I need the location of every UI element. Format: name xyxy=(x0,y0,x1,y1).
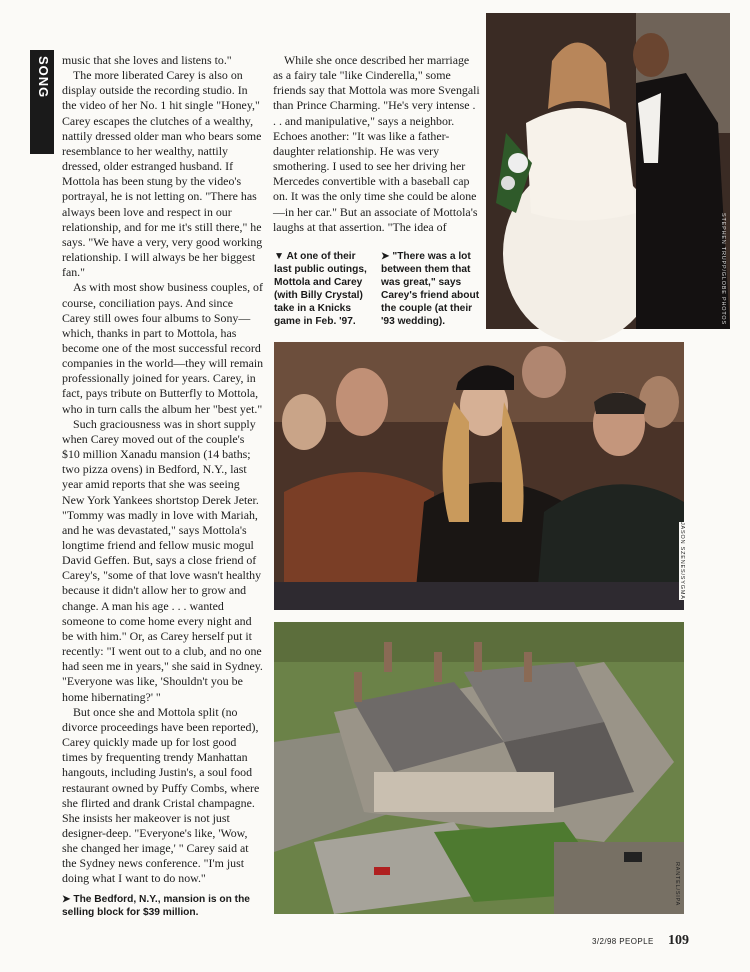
paragraph: As with most show business couples, of course, conciliation pays. And since Carey still owes four albums to Sony—which, thanks in part to Mottola, has become one of the most successful record companies in the world—they will remain professionally joined for years. Carey, in fact, pays tribute on Butterfly to Mottola, who in turn calls the album her "best yet." xyxy=(62,280,264,416)
wedding-photo xyxy=(486,13,730,329)
paragraph: The more liberated Carey is also on display outside the recording studio. In the video of her No. 1 hit single "Honey," Carey escapes the clutches of a wealthy, nattily dressed older man who bears some resemblance to her wealthy, nattily dressed, older estranged husband. If Mottola has been stung by the video's portrayal, he is not letting on. "There has always been love and respect in our relationship, and for me it's still there," he says. "We have a very, very good working relationship. I will always be her biggest fan." xyxy=(62,68,263,280)
photo-credit: JASON SZENES/SYGMA xyxy=(679,522,685,600)
paragraph: music that she loves and listens to." xyxy=(62,53,232,67)
article-column-2 xyxy=(273,53,481,235)
article-column-1 xyxy=(62,53,264,887)
paragraph: But once she and Mottola split (no divorce proceedings have been reported), Carey quickly made up for lost good times by frequenting trendy Manhattan hangouts, including Justin's, a soul food restaurant owned by Puffy Combs, where she flirted and drank Cristal champagne. She insists her makeover is not just designer-deep. "Everyone's like, 'Wow, she changed her image,' " Carey said at the Sydney news conference. "I'm just doing what I want to do now." xyxy=(62,704,260,886)
caption-knicks: ▼ At one of their last public outings, Mottola and Carey (with Billy Crystal) take in a Knicks game in Feb. '97. xyxy=(274,251,367,327)
knicks-game-photo xyxy=(274,342,684,610)
section-tab xyxy=(30,50,54,154)
mansion-aerial-photo xyxy=(274,622,684,914)
caption-wedding: ➤ "There was a lot between them that was great," says Carey's friend about the couple (at their '93 wedding). xyxy=(381,251,480,327)
footer-date: 3/2/98 PEOPLE xyxy=(592,937,654,946)
paragraph: Such graciousness was in short supply when Carey moved out of the couple's $10 million Xanadu mansion (14 baths; two pizza ovens) in Bedford, N.Y., last year amid reports that she was seeing New York Yankees shortstop Derek Jeter. "Tommy was madly in love with Mariah, and he was devastated," says Mottola's longtime friend and fellow music mogul David Geffen. But, says a close friend of Carey's, "some of that love wasn't healthy because it didn't allow her to grow and change. A man his age . . . wanted someone to come home every night and be with him." Or, as Carey herself put it recently: "I went out to a club, and no one had seen me in years," she said in Sydney. "Everyone was like, 'Shouldn't you be home hibernating?' " xyxy=(62,416,263,704)
section-label: SONG xyxy=(36,56,51,99)
photo-credit: STEPHEN TRUPP/GLOBE PHOTOS xyxy=(720,213,726,325)
photo-credit: RANTEL/SIPA xyxy=(674,862,680,907)
paragraph: While she once described her marriage as a fairy tale "like Cinderella," some friends say that Mottola was more Svengali than Prince Charming. "He's very intense . . . and manipulative," says a neighbor. Echoes another: "It was like a father-daughter relationship. He was very smothering. I used to see her driving her Mercedes convertible with a baseball cap on. It was the only time she could be alone—in her car." But an associate of Mottola's laughs at that assertion. "The idea of xyxy=(273,53,480,234)
page-number: 109 xyxy=(668,933,689,948)
caption-mansion: ➤ The Bedford, N.Y., mansion is on the selling block for $39 million. xyxy=(62,894,250,918)
